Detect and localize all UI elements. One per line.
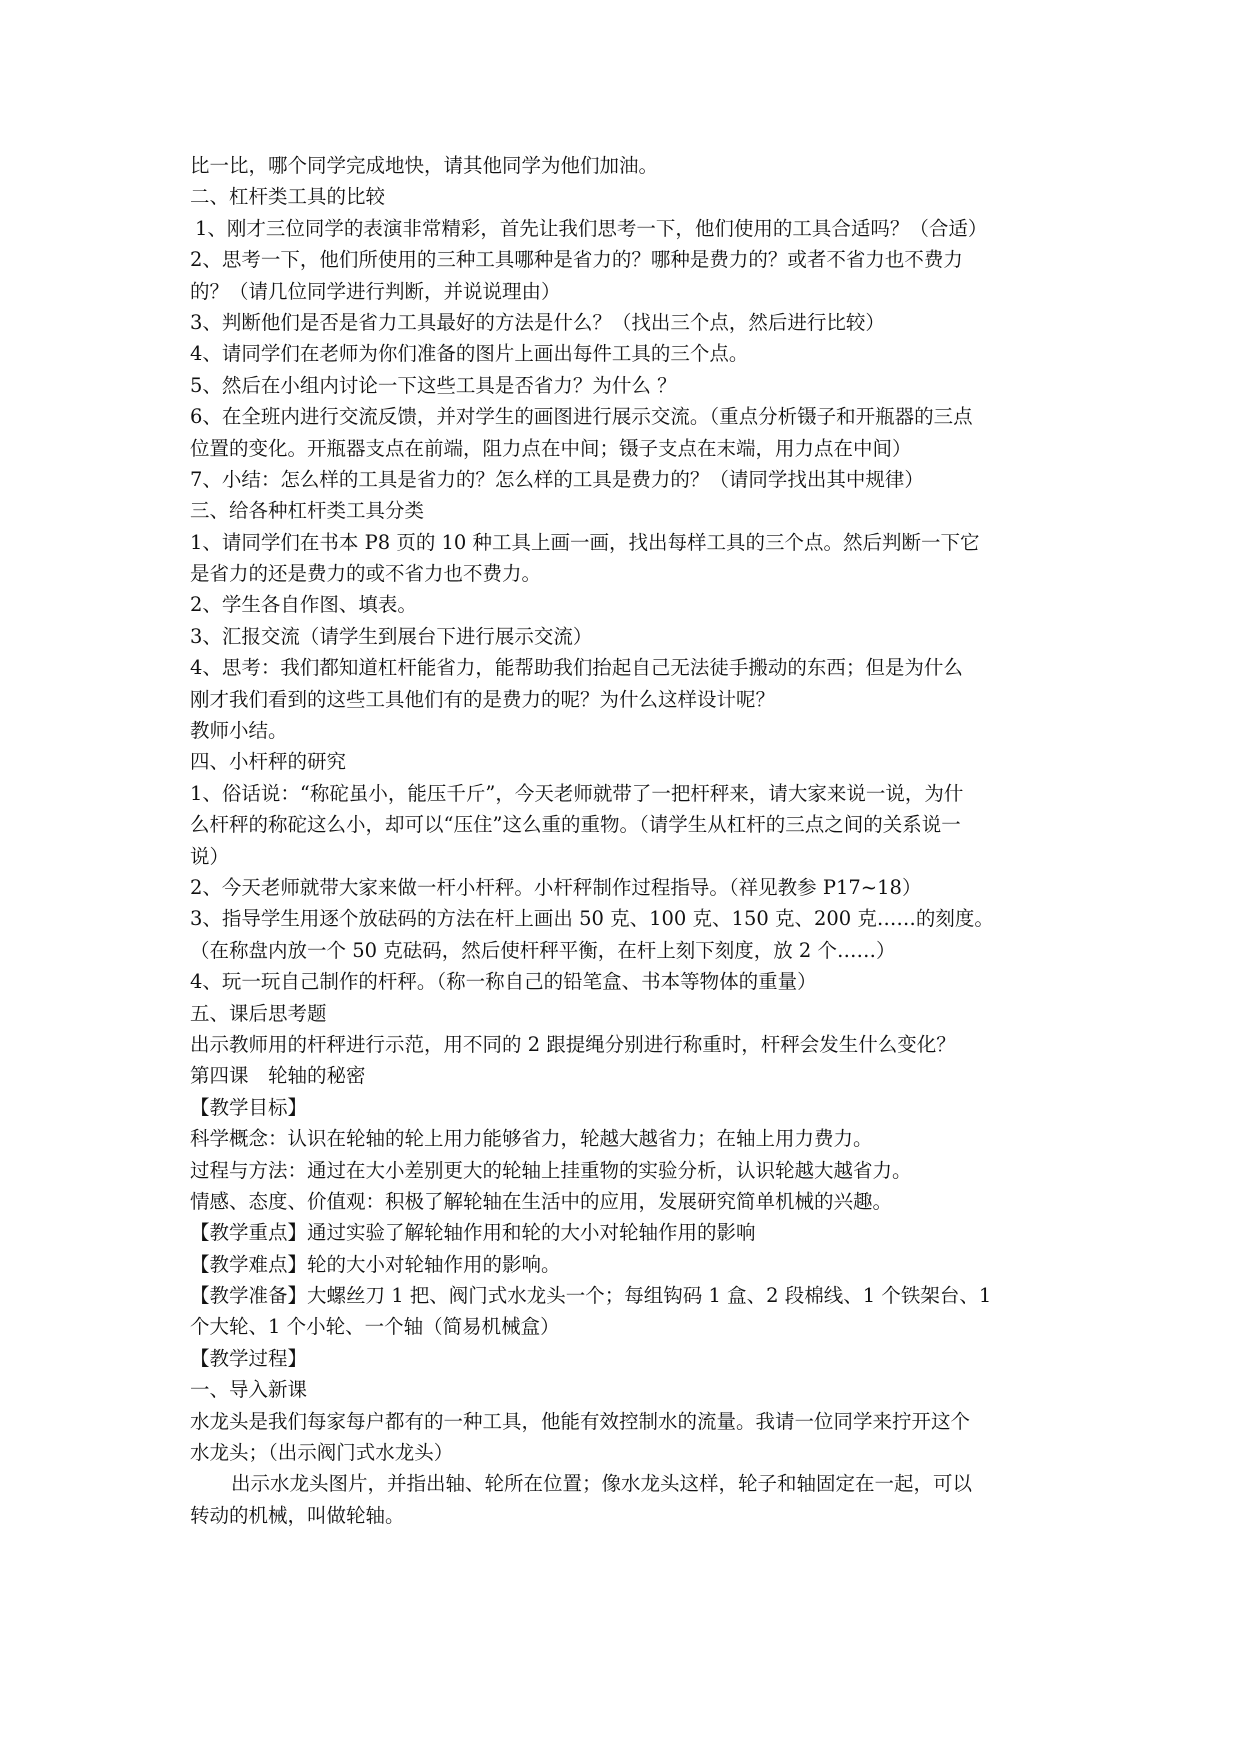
text-line: 么杆秤的称砣这么小，却可以“压住”这么重的重物。（请学生从杠杆的三点之间的关系说一 — [190, 813, 961, 837]
text-line: 【教学难点】轮的大小对轮轴作用的影响。 — [190, 1252, 561, 1276]
text-line: 情感、态度、价值观：积极了解轮轴在生活中的应用，发展研究简单机械的兴趣。 — [190, 1189, 893, 1213]
text-line: 出示水龙头图片，并指出轴、轮所在位置；像水龙头这样，轮子和轴固定在一起，可以 — [230, 1472, 972, 1496]
text-line: 是省力的还是费力的或不省力也不费力。 — [190, 562, 542, 586]
text-line: 的？（请几位同学进行判断，并说说理由） — [190, 279, 561, 303]
text-line: 1、请同学们在书本 P8 页的 10 种工具上画一画，找出每样工具的三个点。然后判断一下它 — [190, 530, 980, 554]
text-line: 水龙头是我们每家每户都有的一种工具，他能有效控制水的流量。我请一位同学来拧开这个 — [190, 1409, 971, 1433]
text-line: 5、然后在小组内讨论一下这些工具是否省力？为什么 ？ — [190, 373, 677, 397]
bracket-heading: 【教学目标】 — [190, 1095, 308, 1119]
text-line: 4、玩一玩自己制作的杆秤。（称一称自己的铅笔盒、书本等物体的重量） — [190, 970, 817, 994]
text-line: 1、刚才三位同学的表演非常精彩，首先让我们思考一下，他们使用的工具合适吗？（合适） — [195, 216, 988, 240]
text-line: 个大轮、1 个小轮、一个轴（简易机械盒） — [190, 1315, 560, 1339]
section-heading: 二、杠杆类工具的比较 — [190, 185, 386, 209]
section-heading: 三、给各种杠杆类工具分类 — [190, 499, 425, 523]
text-line: 1、俗话说：“称砣虽小，能压千斤”，今天老师就带了一把杆秤来，请大家来说一说，为什 — [190, 781, 964, 805]
text-line: 【教学重点】通过实验了解轮轴作用和轮的大小对轮轴作用的影响 — [190, 1221, 756, 1245]
text-line: 2、今天老师就带大家来做一杆小杆秤。小杆秤制作过程指导。（祥见教参 P17~18） — [190, 875, 922, 899]
section-heading: 一、导入新课 — [190, 1378, 308, 1402]
lesson-title: 第四课 轮轴的秘密 — [190, 1064, 366, 1088]
text-line: 出示教师用的杆秤进行示范，用不同的 2 跟提绳分别进行称重时，杆秤会发生什么变化？ — [190, 1032, 956, 1056]
text-line: 3、汇报交流（请学生到展台下进行展示交流） — [190, 624, 593, 648]
text-line: （在称盘内放一个 50 克砝码，然后使杆秤平衡，在杆上刻下刻度，放 2 个……） — [190, 938, 896, 962]
text-line: 7、小结：怎么样的工具是省力的？怎么样的工具是费力的？（请同学找出其中规律） — [190, 467, 924, 491]
text-line: 说） — [190, 844, 230, 868]
text-line: 比一比，哪个同学完成地快，请其他同学为他们加油。 — [190, 154, 659, 177]
text-line: 4、请同学们在老师为你们准备的图片上画出每件工具的三个点。 — [190, 342, 749, 366]
text-line: 4、思考：我们都知道杠杆能省力，能帮助我们抬起自己无法徒手搬动的东西；但是为什么 — [190, 656, 963, 680]
text-line: 2、思考一下，他们所使用的三种工具哪种是省力的？哪种是费力的？或者不省力也不费力 — [190, 248, 963, 272]
text-line: 刚才我们看到的这些工具他们有的是费力的呢？为什么这样设计呢？ — [190, 687, 776, 711]
text-line: 位置的变化。开瓶器支点在前端，阻力点在中间；镊子支点在末端，用力点在中间） — [190, 436, 912, 460]
text-line: 教师小结。 — [190, 719, 288, 743]
text-line: 6、在全班内进行交流反馈，并对学生的画图进行展示交流。（重点分析镊子和开瓶器的三点 — [190, 405, 973, 429]
text-line: 3、指导学生用逐个放砝码的方法在杆上画出 50 克、100 克、150 克、200 克……的刻度。 — [190, 907, 994, 931]
text-line: 3、判断他们是否是省力工具最好的方法是什么？（找出三个点，然后进行比较） — [190, 310, 885, 334]
section-heading: 五、课后思考题 — [190, 1001, 327, 1025]
text-line: 转动的机械，叫做轮轴。 — [190, 1503, 405, 1527]
bracket-heading: 【教学过程】 — [190, 1346, 308, 1370]
text-line: 【教学准备】大螺丝刀 1 把、阀门式水龙头一个；每组钩码 1 盒、2 段棉线、1 个铁架台、1 — [190, 1284, 992, 1308]
text-line: 水龙头；（出示阀门式水龙头） — [190, 1441, 454, 1465]
text-line: 2、学生各自作图、填表。 — [190, 593, 417, 617]
text-line: 过程与方法：通过在大小差别更大的轮轴上挂重物的实验分析，认识轮越大越省力。 — [190, 1158, 912, 1182]
text-line: 科学概念：认识在轮轴的轮上用力能够省力，轮越大越省力；在轴上用力费力。 — [190, 1127, 873, 1151]
section-heading: 四、小杆秤的研究 — [190, 750, 347, 774]
